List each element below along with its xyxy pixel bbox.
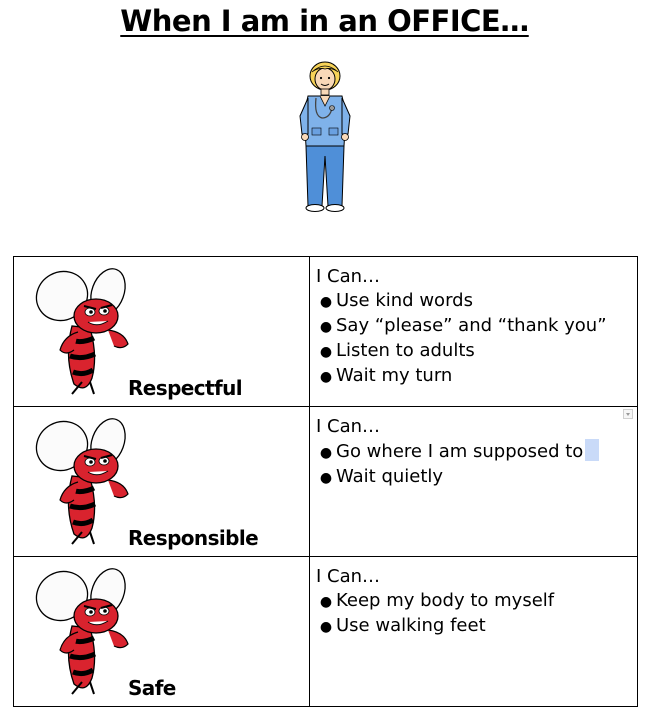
list-item	[316, 364, 607, 389]
i-can-heading: I Can…	[316, 416, 381, 437]
list-item	[316, 589, 554, 614]
actions-cell[interactable]	[310, 257, 638, 407]
list-item-text: Go where I am supposed to	[336, 441, 584, 462]
list-item-text: Use walking feet	[336, 615, 486, 636]
list-item	[316, 314, 607, 339]
table-row	[14, 257, 638, 407]
bullet-icon: ●	[319, 319, 333, 335]
trait-label: Respectful	[128, 376, 242, 400]
hornet-mascot-icon	[24, 566, 142, 696]
action-list	[316, 589, 554, 639]
text-selection-highlight[interactable]	[585, 439, 599, 461]
bullet-icon: ●	[319, 294, 333, 310]
list-item	[316, 439, 599, 465]
trait-label: Safe	[128, 676, 176, 700]
bullet-icon: ●	[319, 594, 333, 610]
trait-cell	[14, 557, 310, 707]
trait-label: Responsible	[128, 526, 259, 550]
action-list	[316, 289, 607, 389]
list-item-text: Wait quietly	[336, 466, 444, 487]
list-item-text: Say “please” and “thank you”	[336, 315, 607, 336]
actions-cell[interactable]	[310, 557, 638, 707]
list-item-text: Keep my body to myself	[336, 590, 555, 611]
list-item	[316, 614, 554, 639]
table-row	[14, 557, 638, 707]
chevron-down-icon[interactable]	[623, 409, 633, 419]
page-title: When I am in an OFFICE…	[120, 4, 529, 38]
list-item-text: Wait my turn	[336, 365, 453, 386]
list-item	[316, 339, 607, 364]
list-item	[316, 465, 599, 490]
bullet-icon: ●	[319, 344, 333, 360]
i-can-heading: I Can…	[316, 266, 381, 287]
trait-cell	[14, 257, 310, 407]
bullet-icon: ●	[319, 470, 333, 486]
bullet-icon: ●	[319, 445, 333, 461]
list-item-text: Listen to adults	[336, 340, 475, 361]
hornet-mascot-icon	[24, 416, 142, 546]
list-item	[316, 289, 607, 314]
bullet-icon: ●	[319, 619, 333, 635]
hornet-mascot-icon	[24, 266, 142, 396]
i-can-heading: I Can…	[316, 566, 381, 587]
bullet-icon: ●	[319, 369, 333, 385]
list-item-text: Use kind words	[336, 290, 473, 311]
expectations-table	[13, 256, 638, 707]
trait-cell	[14, 407, 310, 557]
table-row	[14, 407, 638, 557]
action-list	[316, 439, 599, 490]
nurse-figure-icon	[290, 56, 360, 214]
actions-cell[interactable]	[310, 407, 638, 557]
